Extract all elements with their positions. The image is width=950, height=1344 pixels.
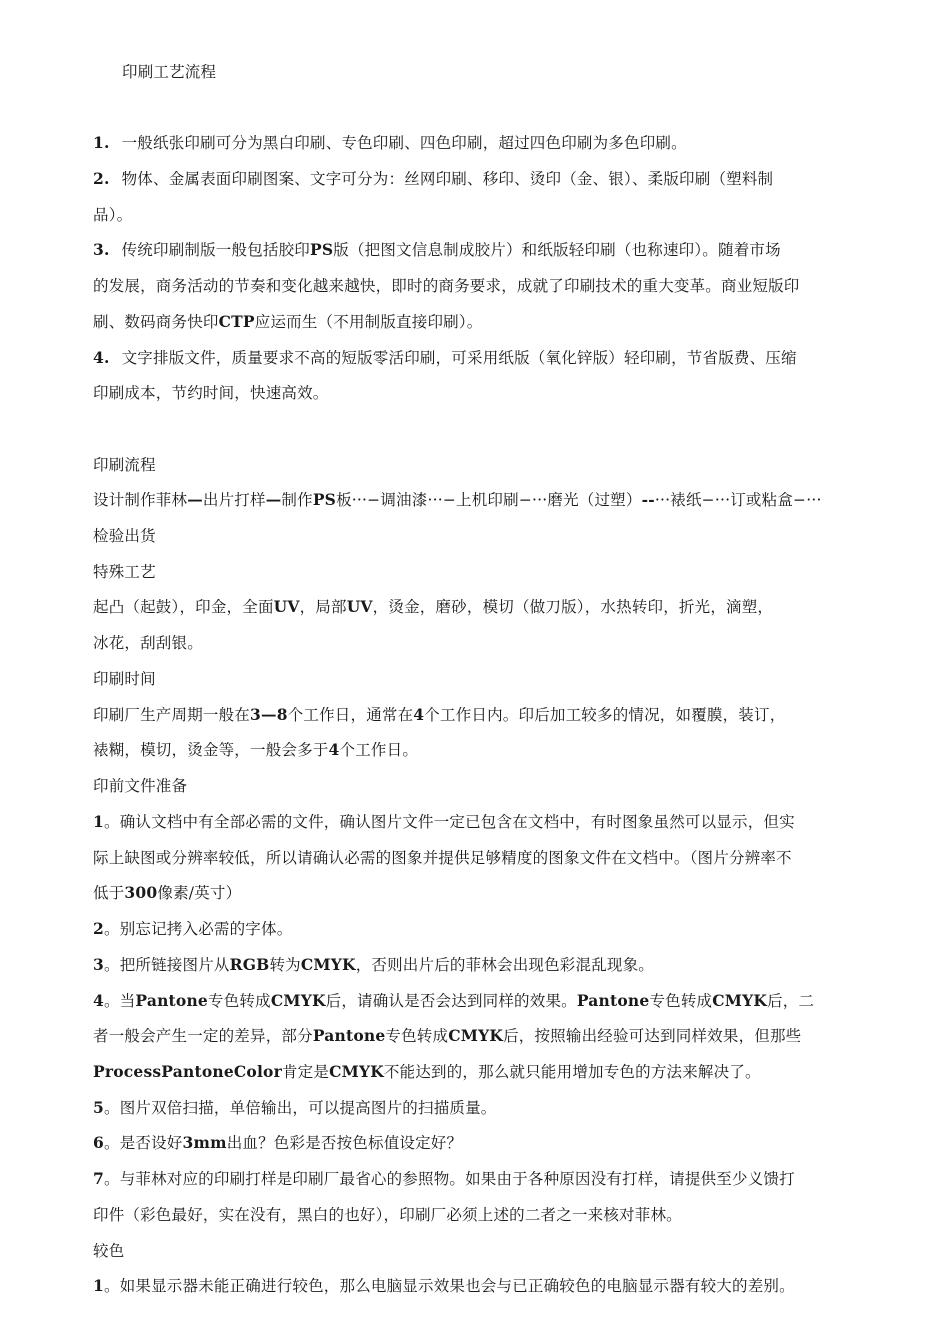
item-text: 出血？色彩是否按色标值设定好？	[226, 1134, 463, 1152]
prep-heading: 印前文件准备	[93, 777, 188, 795]
term-cmyk: CMYK	[300, 955, 356, 974]
flow-text: 板···−调油漆···−上机印刷−···磨光（过塑）	[336, 491, 642, 509]
item-number: 6	[93, 1133, 104, 1152]
item-number: 7	[93, 1169, 104, 1188]
term-cmyk: CMYK	[712, 991, 768, 1010]
special-heading: 特殊工艺	[93, 563, 156, 581]
term-cmyk: CMYK	[270, 991, 326, 1010]
prep-item-4-cont	[93, 1026, 801, 1046]
term-ctp: CTP	[218, 312, 255, 331]
flow-line	[93, 490, 822, 510]
item-4-cont: 印刷成本，节约时间，快速高效。	[93, 384, 329, 402]
item-text: 者一般会产生一定的差异，部分	[93, 1027, 313, 1045]
item-text: 专色转成	[649, 992, 713, 1010]
item-text: 。当	[104, 992, 136, 1010]
item-number: 1	[93, 812, 104, 831]
time-text: 个工作日，通常在	[287, 706, 414, 724]
item-3	[93, 240, 781, 260]
time-line-cont	[93, 740, 418, 760]
term-process-pantone-color: ProcessPantoneColor	[93, 1062, 282, 1081]
item-text: 刷、数码商务快印	[93, 313, 219, 331]
item-text: 。与菲林对应的印刷打样是印刷厂最省心的参照物。如果由于各种原因没有打样，请提供至少义馈打	[104, 1170, 795, 1188]
prep-item-1-cont: 际上缺图或分辨率较低，所以请确认必需的图象并提供足够精度的图象文件在文档中。（图片分辨率不	[93, 849, 792, 867]
term-ps: PS	[312, 490, 337, 509]
term-ps: PS	[310, 240, 334, 259]
item-text: 低于	[93, 884, 125, 902]
item-number: 5	[93, 1098, 104, 1117]
prep-item-7	[93, 1169, 795, 1189]
flow-text: ···裱纸−···订或粘盒−···	[654, 491, 822, 509]
item-text: 专色转成	[208, 992, 271, 1010]
time-text: 印刷厂生产周期一般在	[93, 706, 251, 724]
term-pantone: Pantone	[576, 991, 650, 1010]
flow-dash: —	[187, 490, 203, 509]
term-uv: UV	[273, 597, 300, 616]
term-pantone: Pantone	[135, 991, 208, 1010]
term-rgb: RGB	[229, 955, 270, 974]
item-number: 1.	[93, 133, 110, 152]
item-text: 。图片双倍扫描，单倍输出，可以提高图片的扫描质量。	[104, 1099, 497, 1117]
term-uv: UV	[346, 597, 373, 616]
color-item-1	[93, 1276, 795, 1296]
item-text: 转为	[269, 956, 301, 974]
item-text: 。别忘记拷入必需的字体。	[104, 920, 293, 938]
item-text: 。是否设好	[104, 1134, 183, 1152]
item-text: 应运而生（不用制版直接印刷）。	[254, 313, 483, 331]
time-line	[93, 705, 785, 725]
item-text: 后，请确认是否会达到同样的效果。	[325, 992, 577, 1010]
time-range: 3—8	[250, 705, 288, 724]
item-text: 肯定是	[281, 1063, 330, 1081]
term-pantone: Pantone	[312, 1026, 386, 1045]
item-text: 不能达到的，那么就只能用增加专色的方法来解决了。	[383, 1063, 761, 1081]
item-text: 专色转成	[385, 1027, 449, 1045]
special-line-cont: 冰花，刮刮银。	[93, 634, 203, 652]
item-text: 。确认文档中有全部必需的文件，确认图片文件一定已包含在文档中，有时图象虽然可以显示，但实	[104, 813, 795, 831]
item-text: 。如果显示器未能正确进行较色，那么电脑显示效果也会与已正确较色的电脑显示器有较大的差别。	[104, 1277, 795, 1295]
prep-item-4-cont	[93, 1062, 761, 1082]
flow-heading: 印刷流程	[93, 456, 156, 474]
flow-text: 制作	[281, 491, 313, 509]
item-2	[93, 169, 773, 189]
resolution-value: 300	[124, 883, 158, 902]
item-number: 4	[93, 991, 104, 1010]
time-text: 个工作日内。印后加工较多的情况，如覆膜，装订，	[424, 706, 786, 724]
special-text: ，烫金，磨砂，模切（做刀版），水热转印，折光，滴塑，	[372, 598, 774, 616]
item-text: ，否则出片后的菲林会出现色彩混乱现象。	[355, 956, 654, 974]
time-text: 裱糊，模切，烫金等，一般会多于	[93, 741, 329, 759]
time-text: 个工作日。	[339, 741, 419, 759]
item-number: 2	[93, 919, 104, 938]
color-heading: 较色	[93, 1242, 125, 1260]
item-text: 后，二	[767, 992, 815, 1010]
prep-item-6	[93, 1133, 462, 1153]
term-cmyk: CMYK	[329, 1062, 384, 1081]
document-title: 印刷工艺流程	[122, 63, 217, 81]
item-4	[93, 348, 797, 368]
time-heading: 印刷时间	[93, 670, 156, 688]
item-number: 3	[93, 955, 104, 974]
item-1	[93, 133, 687, 153]
item-number: 2.	[93, 169, 110, 188]
item-3-cont: 的发展，商务活动的节奏和变化越来越快，即时的商务要求，成就了印刷技术的重大变革。商业短版印	[93, 277, 800, 295]
special-text: 起凸（起鼓），印金，全面	[93, 598, 274, 616]
prep-item-1	[93, 812, 795, 832]
item-number: 3.	[93, 240, 110, 259]
term-cmyk: CMYK	[448, 1026, 504, 1045]
prep-item-4	[93, 991, 814, 1011]
prep-item-1-cont	[93, 883, 241, 903]
item-text: 像素/英寸）	[157, 884, 242, 902]
item-text: 版（把图文信息制成胶片）和纸版轻印刷（也称速印）。随着市场	[333, 241, 781, 259]
item-text: 文字排版文件，质量要求不高的短版零活印刷，可采用纸版（氧化锌版）轻印刷，节省版费、压缩	[121, 349, 797, 367]
time-days: 4	[413, 705, 425, 724]
prep-item-7-cont: 印件（彩色最好，实在没有，黑白的也好），印刷厂必须上述的二者之一来核对菲林。	[93, 1206, 682, 1224]
item-number: 1	[93, 1276, 104, 1295]
prep-item-2	[93, 919, 292, 939]
special-line	[93, 597, 773, 617]
special-text: ，局部	[299, 598, 347, 616]
item-text: 后，按照输出经验可达到同样效果，但那些	[503, 1027, 802, 1045]
item-text: 传统印刷制版一般包括胶印	[121, 241, 310, 259]
item-number: 4.	[93, 348, 110, 367]
item-text: 。把所链接图片从	[104, 956, 230, 974]
flow-line-cont: 检验出货	[93, 527, 156, 545]
item-3-cont	[93, 312, 483, 332]
item-text: 一般纸张印刷可分为黑白印刷、专色印刷、四色印刷，超过四色印刷为多色印刷。	[121, 134, 687, 152]
bleed-value: 3mm	[182, 1133, 227, 1152]
item-text: 物体、金属表面印刷图案、文字可分为：丝网印刷、移印、烫印（金、银）、柔版印刷（塑料制	[121, 170, 774, 188]
prep-item-5	[93, 1098, 497, 1118]
prep-item-3	[93, 955, 654, 975]
flow-dash: —	[265, 490, 282, 509]
item-2-cont: 品）。	[93, 206, 133, 224]
flow-dash: --	[641, 490, 655, 509]
time-days: 4	[328, 740, 340, 759]
flow-text: 出片打样	[202, 491, 266, 509]
flow-text: 设计制作菲林	[93, 491, 188, 509]
